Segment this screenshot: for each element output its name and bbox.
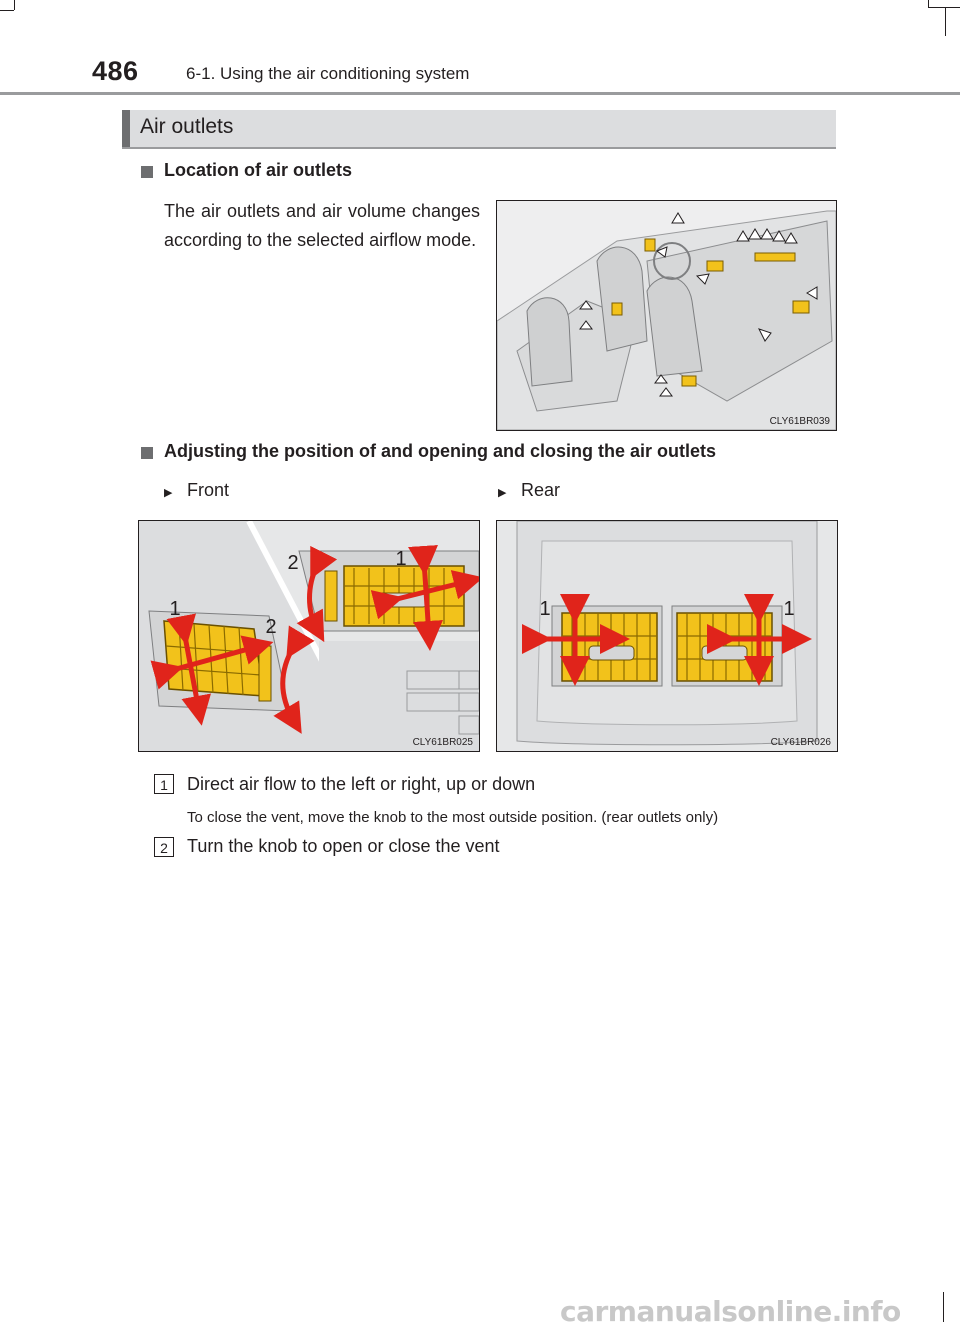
- bullet-square: [141, 166, 153, 178]
- page-number: 486: [92, 56, 139, 86]
- front-label: Front: [187, 480, 230, 500]
- bullet-square: [141, 447, 153, 459]
- figure-code: CLY61BR025: [412, 737, 473, 748]
- watermark: carmanualsonline.info: [560, 1295, 901, 1328]
- section-underline: [122, 147, 836, 149]
- header-rule: [0, 92, 960, 95]
- front-vent-illustration: [139, 521, 479, 751]
- figure-code: CLY61BR039: [769, 416, 830, 427]
- location-body: The air outlets and air volume changes according to the selected airflow mode.: [164, 201, 480, 250]
- legend-text-2: Turn the knob to open or close the vent: [187, 836, 500, 856]
- cabin-figure: [496, 200, 837, 431]
- figure-code: CLY61BR026: [770, 737, 831, 748]
- front-vent-figure: [138, 520, 480, 752]
- adjusting-heading: Adjusting the position of and opening and closing the air outlets: [164, 441, 716, 461]
- callout-1: 1: [169, 598, 181, 620]
- legend-note-1: To close the vent, move the knob to the most outside position. (rear outlets only): [187, 809, 719, 826]
- triangle-bullet-icon: ▶: [164, 487, 173, 499]
- callout-1: 1: [395, 548, 407, 570]
- cabin-illustration: [497, 201, 836, 430]
- callout-2: 2: [265, 616, 277, 638]
- location-heading: Location of air outlets: [164, 160, 353, 180]
- callout-1: 1: [783, 598, 795, 620]
- section-accent: [122, 110, 130, 147]
- section-title: Air outlets: [140, 115, 234, 138]
- crop-mark: [928, 0, 929, 7]
- rear-label: Rear: [521, 480, 561, 500]
- rear-vent-illustration: [497, 521, 837, 751]
- crop-mark: [0, 10, 14, 11]
- crop-mark: [945, 8, 946, 36]
- legend-number-1: 1: [154, 774, 174, 794]
- crop-mark: [14, 0, 15, 10]
- crop-mark: [943, 1292, 944, 1322]
- crop-mark: [928, 7, 960, 8]
- legend-number-2: 2: [154, 837, 174, 857]
- running-head: 6-1. Using the air conditioning system: [186, 64, 470, 83]
- callout-1: 1: [539, 598, 551, 620]
- rear-vent-figure: [496, 520, 838, 752]
- triangle-bullet-icon: ▶: [498, 487, 507, 499]
- callout-2: 2: [287, 552, 299, 574]
- legend-text-1: Direct air flow to the left or right, up or down: [187, 774, 536, 794]
